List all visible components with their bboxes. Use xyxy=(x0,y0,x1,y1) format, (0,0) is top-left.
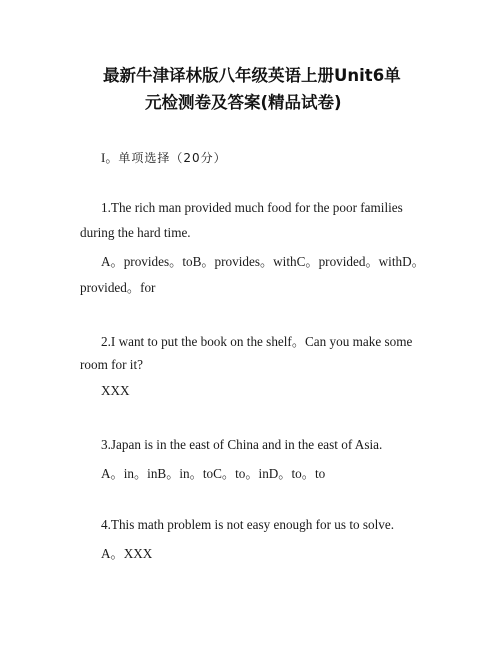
question-2-line: room for it? xyxy=(80,357,143,372)
section-label: 单项选择（20分） xyxy=(118,151,227,165)
question-4-line: 4.This math problem is not easy enough for us to solve. xyxy=(101,517,395,532)
question-3-options: A。in。inB。in。toC。to。inD。to。to xyxy=(101,466,326,481)
section-heading xyxy=(101,147,227,166)
question-1-options: provided。for xyxy=(80,280,156,295)
question-4-options: A。XXX xyxy=(101,546,153,561)
question-1-line: during the hard time. xyxy=(80,225,191,240)
document-title-line-2: 元检测卷及答案(精品试卷) xyxy=(145,93,342,112)
question-1-line: 1.The rich man provided much food for the poor families xyxy=(101,200,403,215)
question-3-line: 3.Japan is in the east of China and in the east of Asia. xyxy=(101,437,383,452)
question-2-line: 2.I want to put the book on the shelf。Can you make some xyxy=(101,334,413,349)
section-number: I。 xyxy=(101,150,119,165)
question-2-options: XXX xyxy=(101,383,130,398)
question-1-options: A。provides。toB。provides。withC。provided。withD。 xyxy=(101,254,425,269)
document-title-line-1: 最新牛津译林版八年级英语上册Unit6单 xyxy=(103,66,401,85)
